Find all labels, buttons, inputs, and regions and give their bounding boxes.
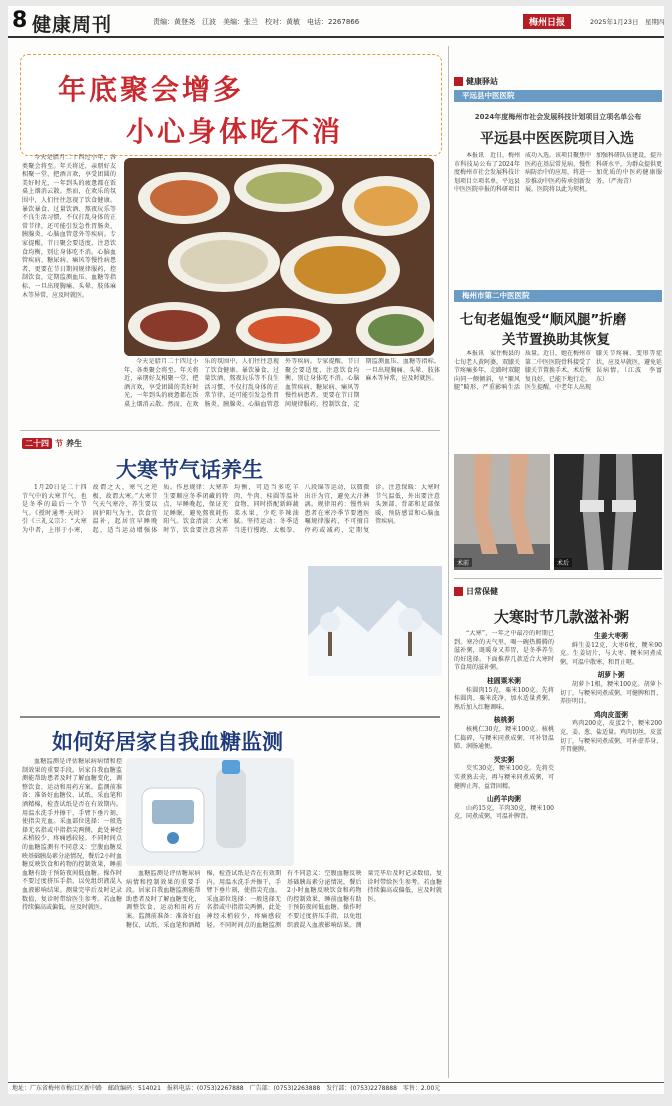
knee-photo-after	[554, 454, 662, 570]
daily-care-label: 日常保健	[466, 587, 498, 596]
recipe-name-7: 鸡肉皮蛋粥	[594, 710, 628, 719]
tag-square-icon	[454, 77, 463, 86]
health-station-tag	[454, 76, 498, 87]
page-number: 8	[12, 8, 28, 33]
tag-prefix: 二十四	[22, 438, 52, 449]
editors-line: 责编：黄登尧 江波 美编：张兰 校对：黄敏 电话：2267866	[153, 18, 360, 26]
knee-photo-before	[454, 454, 550, 570]
glucose-meter-photo	[126, 758, 294, 866]
page-header	[8, 6, 664, 38]
divider	[454, 578, 662, 579]
recipe-name-1: 桂圆粟米粥	[487, 676, 521, 685]
knee-title-line1: 七旬老媪饱受“顺风腿”折磨	[460, 312, 627, 328]
lead-title-line2: 小心身体吃不消	[126, 115, 344, 148]
issue-date: 2025年1月23日 星期四	[590, 18, 664, 26]
lead-body-left	[22, 154, 116, 310]
pingyuan-text: 本报讯 近日，梅州市科技局公布了2024年度梅州市社会发展科技计划项目立项名单，平远县中医医院申报的科研项目成功入选。该项目聚焦中医药在基层常见病、慢性病防治中的应用，将进一步推动中医药传承创新发展。医院将以此为契机，加强科研队伍建设，提升科研水平，为群众提供更加优质的中医药健康服务。（严海青）	[454, 152, 662, 194]
glucose-text-continued: 血糖监测是评估糖尿病病情和控制效果的重要手段。居家自我血糖监测能帮助患者及时了解血糖变化，调整饮食、运动和用药方案。监测前准备：准备好血糖仪、试纸、采血笔和酒精棉，检查试纸是否在有效期内。用温水洗手并擦干，手臂下垂片刻，使指尖充血。采血部位选择：一般选择无名指或中指指尖两侧，此处神经末梢较少，疼痛感较轻。不同时间点的血糖监测有不同意义：空腹血糖反映基础胰岛素分泌情况，餐后2小时血糖反映饮食和药物的控制效果，睡前血糖有助于预防夜间低血糖。操作时不要过度挤压手指，以免组织液混入血液影响结果。测量完毕后及时记录数值，复诊时带给医生参考。若血糖持续偏高或偏低，应及时就医。	[126, 870, 442, 929]
daily-care-tag	[454, 586, 498, 597]
porridge-intro: “大寒”，一年之中最冷的时期已到。寒冷的天气里，喝一碗热腾腾的滋补粥，既暖身又养胃，是冬季养生的好选择。下面推荐几款适合大寒时节食用的滋补粥。	[454, 630, 554, 672]
divider	[20, 430, 440, 431]
recipe-body-3: 芡实30克，粳米100克。先将芡实煮熟去壳，再与粳米同煮成粥，可健脾止泻、益肾固精。	[454, 765, 554, 790]
solar-term-title: 大寒节气话养生	[116, 458, 263, 482]
recipe-name-3: 芡实粥	[493, 755, 515, 764]
pingyuan-body	[454, 152, 662, 284]
porridge-col-left	[454, 630, 554, 1078]
newspaper-page	[8, 6, 664, 1094]
pingyuan-banner: 平远县中医医院	[454, 90, 662, 102]
divider	[20, 716, 440, 718]
snow-photo	[308, 566, 442, 676]
solar-term-text: 1月20日是二十四节气中的大寒节气，也是冬季的最后一个节气。《授时通考·天时》引《三礼义宗》：“大寒为中者，上形于小寒，故谓之大，寒气之逆极，故谓大寒。”大寒节气天气寒冷，养生要以固护阳气为主，饮食宜温补，起居宜早睡晚起，适当运动增强体质。作息规律：大寒养生要顺应冬季闭藏的特点，早睡晚起，保证充足睡眠，避免熬夜耗伤阳气。饮食清淡：大寒时节，饮食要注意营养均衡，可适当多吃羊肉、牛肉、桂圆等温补食物，同时搭配新鲜蔬菜水果，少吃辛辣油腻。坚持运动：冬季适当进行慢跑、太极拳、八段锦等运动，以微微出汗为宜，避免大汗淋漓。规律用药：慢性病患者在寒冷季节要遵医嘱规律服药，不可擅自停药或减药，定期复诊。注意保暖：大寒时节气温低，外出要注意头颈部、背部和足部保暖，预防感冒和心脑血管疾病。	[22, 484, 440, 534]
lead-body-text: 今天是腊月二十四过小年，各类聚会将至。年关将近，亲朋好友相聚一堂，把酒言欢，享受团圆的美好时光，一年到头的疲惫都在饭桌上烟消云散。然而，在欢乐的氛围中，人们往往忽视了饮食健康。暴饮暴食、过量饮酒、熬夜玩乐等不良生活习惯，不仅打乱身体的正常节律，还可能引发急性胃肠炎、胰腺炎、心脑血管意外等疾病。专家提醒，节日聚会要适度，注意饮食均衡，别让身体吃不消。心脑血管疾病、糖尿病、痛风等慢性病患者，更要在节日期间规律服药，控制饮食，定期监测血压、血糖等指标，一旦出现胸痛、头晕、肢体麻木等异常，应及时就医。	[22, 154, 116, 299]
glucose-meter-illustration	[126, 758, 294, 866]
snowy-scene-illustration	[308, 566, 442, 676]
pingyuan-title: 平远县中医医院项目入选	[480, 131, 634, 147]
knee-body	[454, 350, 662, 450]
solar-terms-tag	[22, 438, 82, 449]
glucose-title: 如何好居家自我血糖监测	[52, 730, 283, 754]
knee-text: 本报讯 家住梅县的七旬老人黄阿婆，双膝关节疼痛多年，走路时双腿向同一侧倾斜，呈“顺风腿”畸形，严重影响生活质量。近日，她在梅州市第二中医医院骨科接受了膝关节置换手术，术后恢复良好，已能下地行走。医生提醒，中老年人出现膝关节疼痛、变形等症状，应及早就医，避免延误病情。（江波 李富东）	[454, 350, 662, 392]
photo-caption-before: 术前	[454, 558, 472, 567]
legs-illustration	[454, 454, 550, 570]
banquet-dishes-illustration	[124, 158, 434, 356]
recipe-body-7: 鸡肉200克，皮蛋2个，粳米200克，姜、葱、盐适量。鸡肉切丝，皮蛋切丁，与粳米同煮成粥，可补虚养身、开胃健脾。	[560, 720, 662, 754]
knee-title-line2: 关节置换助其恢复	[502, 332, 610, 348]
pingyuan-subtitle: 2024年度梅州市社会发展科技计划项目立项名单公布	[474, 113, 642, 121]
page-footer: 地址：广东省梅州市梅江区新中路 邮政编码：514021 报料电话：(0753)2267888 广告部：(0753)2263888 发行部：(0753)2278888 零售：2.00元	[8, 1082, 664, 1094]
knee-xray-illustration	[554, 454, 662, 570]
recipe-body-5: 鲜生姜12克，大枣6枚，粳米90克。生姜切片，与大枣、粳米同煮成粥，可温中散寒、和胃止呕。	[560, 641, 662, 666]
tag-square-icon	[454, 587, 463, 596]
porridge-title: 大寒时节几款滋补粥	[494, 608, 630, 626]
recipe-name-2: 核桃粥	[493, 716, 515, 725]
glucose-text: 血糖监测是评估糖尿病病情和控制效果的重要手段。居家自我血糖监测能帮助患者及时了解血糖变化，调整饮食、运动和用药方案。监测前准备：准备好血糖仪、试纸、采血笔和酒精棉，检查试纸是否在有效期内。用温水洗手并擦干，手臂下垂片刻，使指尖充血。采血部位选择：一般选择无名指或中指指尖两侧，此处神经末梢较少，疼痛感较轻。不同时间点的血糖监测有不同意义：空腹血糖反映基础胰岛素分泌情况，餐后2小时血糖反映饮食和药物的控制效果，睡前血糖有助于预防夜间低血糖。操作时不要过度挤压手指，以免组织液混入血液影响结果。测量完毕后及时记录数值，复诊时带给医生参考。若血糖持续偏高或偏低，应及时就医。	[22, 758, 122, 912]
lead-photo-feast	[124, 158, 434, 356]
recipe-name-5: 生姜大枣粥	[594, 632, 628, 640]
recipe-body-4: 山药15克，羊肉30克，粳米100克，同煮成粥，可温补脾肾。	[454, 804, 554, 821]
lead-body-continued: 今天是腊月二十四过小年，各类聚会将至。年关将近，亲朋好友相聚一堂，把酒言欢，享受团圆的美好时光，一年到头的疲惫都在饭桌上烟消云散。然而，在欢乐的氛围中，人们往往忽视了饮食健康。暴饮暴食、过量饮酒、熬夜玩乐等不良生活习惯，不仅打乱身体的正常节律，还可能引发急性胃肠炎、胰腺炎、心脑血管意外等疾病。专家提醒，节日聚会要适度，注意饮食均衡，别让身体吃不消。心脑血管疾病、糖尿病、痛风等慢性病患者，更要在节日期间规律服药，控制饮食，定期监测血压、血糖等指标，一旦出现胸痛、头晕、肢体麻木等异常，应及时就医。	[124, 358, 440, 408]
recipe-body-6: 胡萝卜1根，粳米100克。胡萝卜切丁，与粳米同煮成粥，可健脾和胃、养肝明目。	[560, 680, 662, 706]
lead-body-cols	[124, 358, 440, 426]
health-station-label: 健康驿站	[466, 77, 498, 86]
glucose-body-cols	[126, 870, 442, 1078]
tag-mid: 节	[55, 439, 63, 448]
recipe-name-6: 胡萝卜粥	[597, 671, 625, 680]
recipe-body-2: 核桃仁30克，粳米100克。核桃仁捣碎，与粳米同煮成粥，可补肾温肺、润肠通便。	[454, 725, 554, 751]
column-divider	[448, 46, 449, 1078]
photo-caption-after: 术后	[554, 558, 572, 567]
newspaper-brand: 梅州日报	[523, 14, 571, 29]
lead-title-line1: 年底聚会增多	[58, 73, 245, 106]
recipe-body-1: 桂圆肉15克，粟米100克。先将桂圆肉、粟米洗净，加水适量煮粥，熟后加入红糖调味。	[454, 686, 554, 711]
tag-suffix: 养生	[66, 439, 82, 448]
page-name: 健康周刊	[32, 14, 113, 36]
second-hospital-banner: 梅州市第二中医医院	[454, 290, 662, 302]
glucose-body-left	[22, 758, 122, 1078]
porridge-col-right	[560, 630, 662, 1078]
recipe-name-4: 山药羊肉粥	[487, 795, 521, 804]
